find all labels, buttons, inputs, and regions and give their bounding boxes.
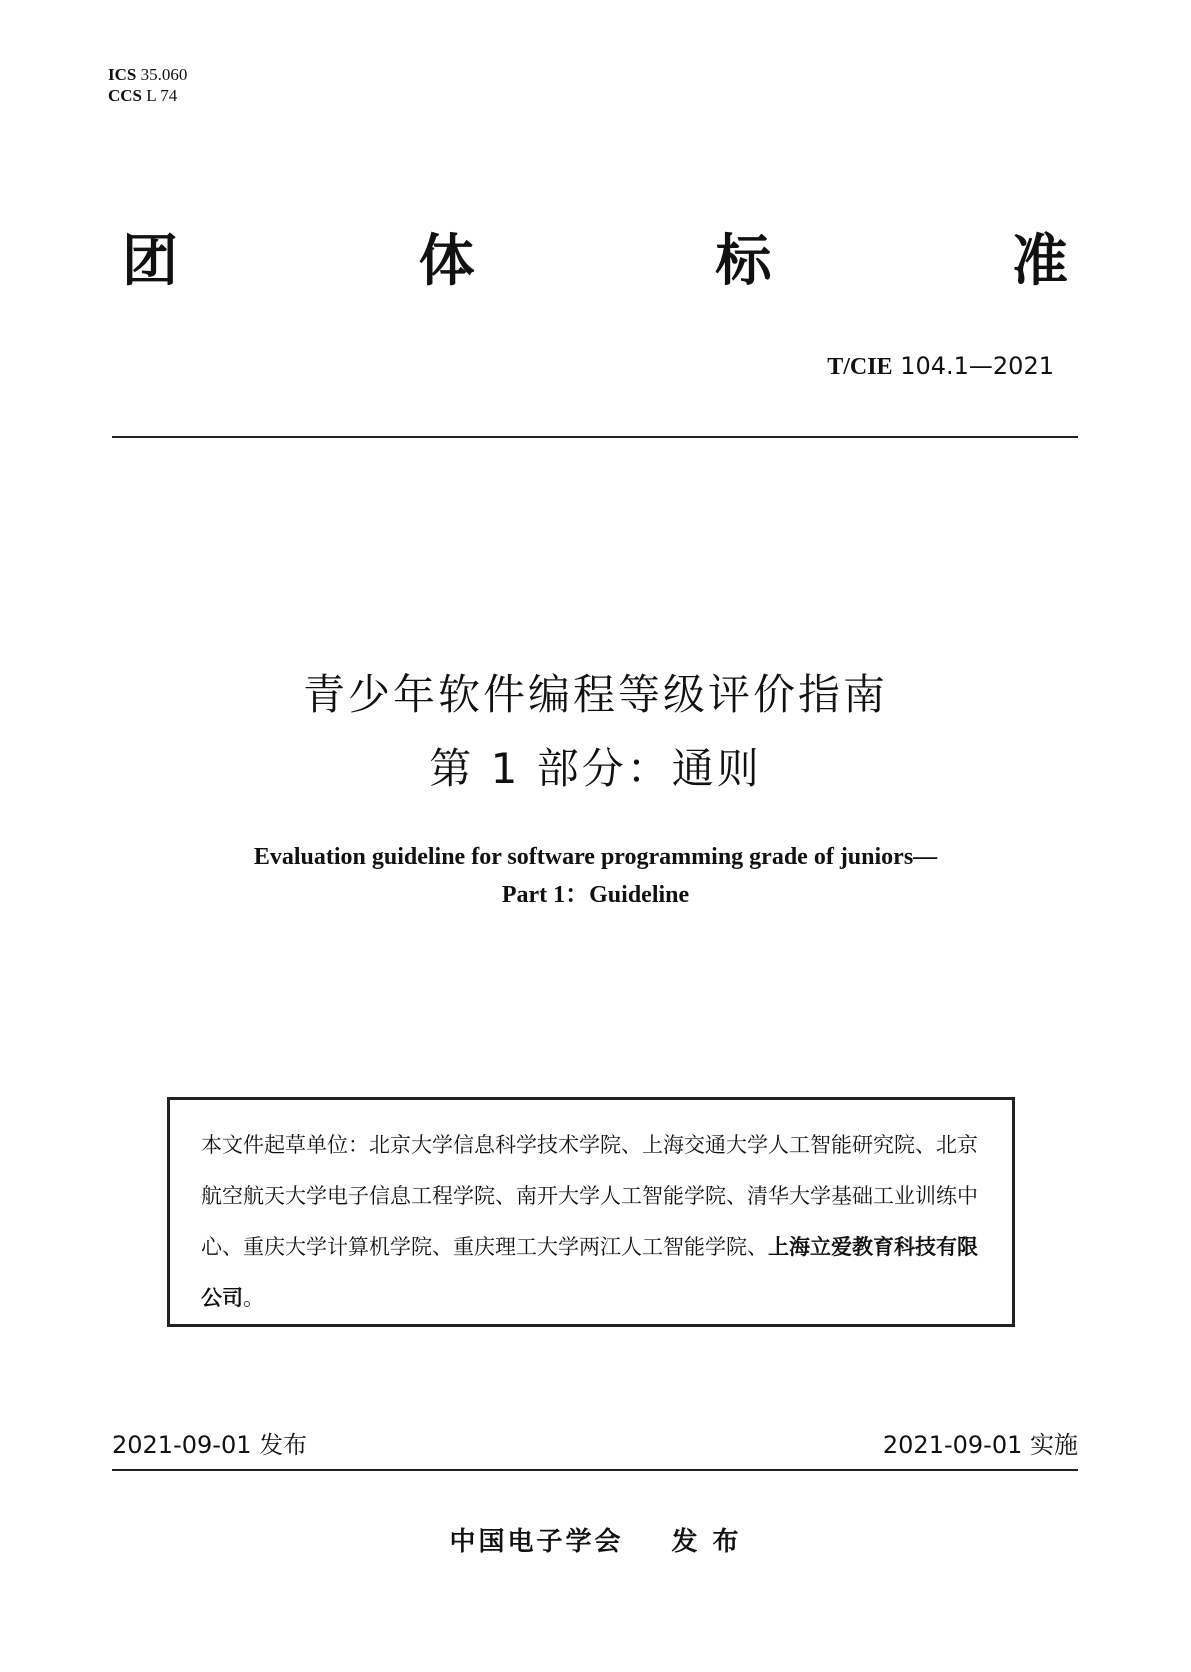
drafting-company: 上海立爱教育科技有限公司 xyxy=(201,1235,978,1310)
ccs-label: CCS xyxy=(108,86,143,105)
publisher-action: 发 布 xyxy=(671,1527,742,1557)
standard-type-char: 体 xyxy=(418,229,475,294)
standard-type-char: 准 xyxy=(1011,229,1068,294)
standard-number-value: 104.1—2021 xyxy=(900,352,1054,380)
standard-type-heading xyxy=(122,228,1068,296)
ics-label: ICS xyxy=(108,65,137,84)
publisher-name: 中国电子学会 xyxy=(449,1527,624,1557)
english-title-line-2: Part 1：Guideline xyxy=(501,882,690,908)
classification-codes xyxy=(108,64,187,106)
drafting-units-text: 本文件起草单位：北京大学信息科学技术学院、上海交通大学人工智能研究院、北京航空航天大学电子信息工程学院、南开大学人工智能学院、清华大学基础工业训练中心、重庆大学计算机学院、重庆理工大学两江人工智能学院、 xyxy=(201,1133,978,1259)
footer-divider xyxy=(112,1469,1078,1471)
drafting-units-end: 。 xyxy=(243,1286,264,1310)
english-title-line-1: Evaluation guideline for software programming grade of juniors— xyxy=(253,844,938,870)
drafting-units-box xyxy=(167,1097,1015,1327)
ccs-line xyxy=(108,85,187,106)
standard-type-char: 团 xyxy=(122,229,178,294)
header-divider xyxy=(112,436,1078,438)
standard-number xyxy=(827,351,1054,382)
chinese-title-line-1: 青少年软件编程等级评价指南 xyxy=(302,670,888,719)
ccs-code: L 74 xyxy=(146,86,178,105)
ics-code: 35.060 xyxy=(140,65,188,84)
implementation-date: 2021-09-01 实施 xyxy=(882,1431,1078,1459)
standard-number-prefix: T/CIE xyxy=(827,354,893,380)
chinese-title-line-2: 第 1 部分：通则 xyxy=(429,744,762,793)
release-date: 2021-09-01 发布 xyxy=(112,1431,308,1459)
standard-type-char: 标 xyxy=(715,229,772,294)
ics-line xyxy=(108,64,187,85)
publisher-line xyxy=(0,1525,1191,1559)
